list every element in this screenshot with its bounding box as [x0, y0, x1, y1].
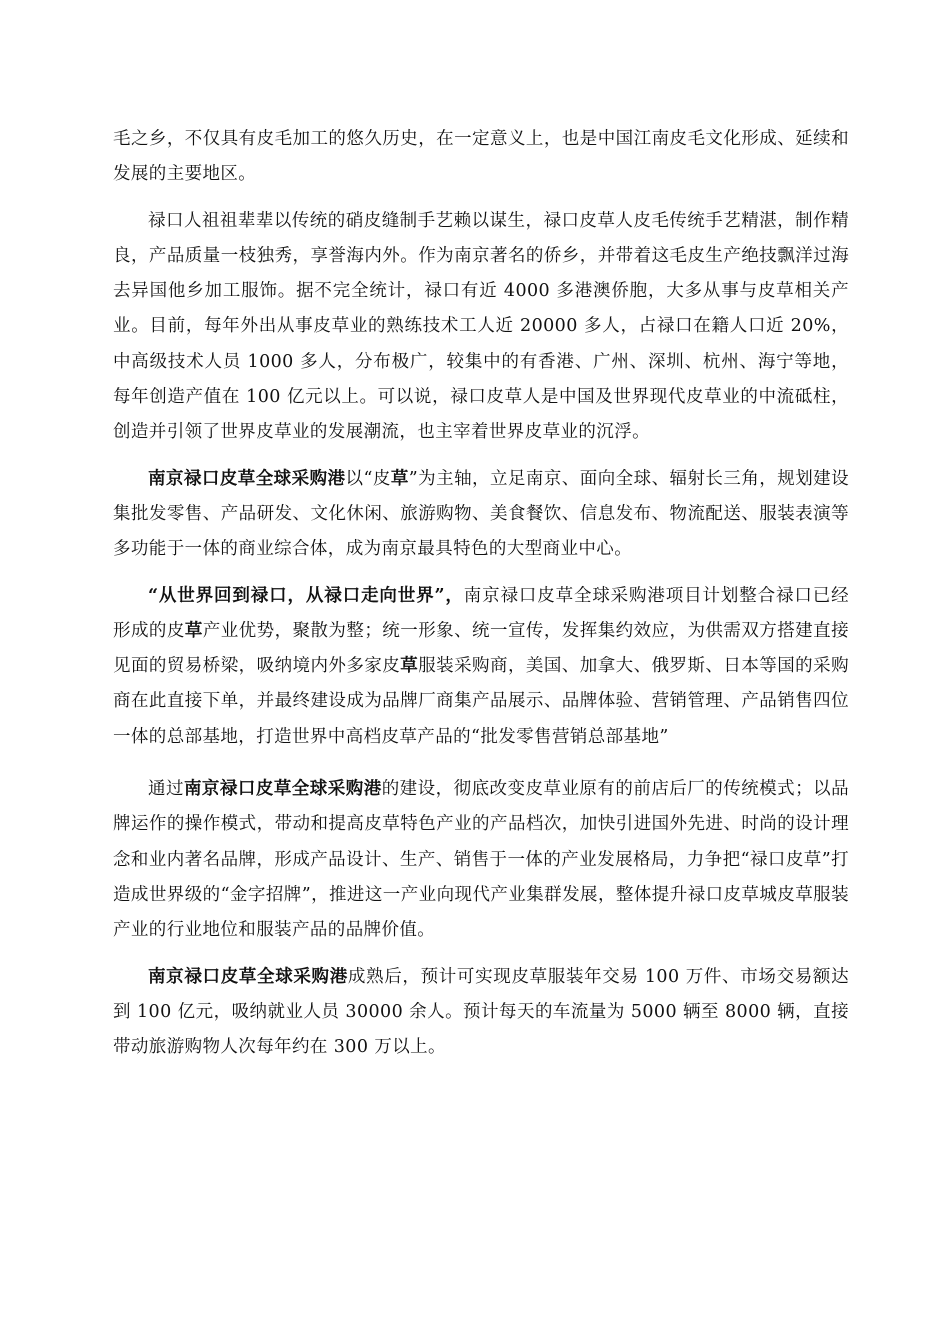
text-run: 通过: [148, 779, 184, 800]
slogan-bold: “从世界回到禄口，从禄口走向世界”，: [148, 585, 464, 606]
paragraph-industry-upgrade: [113, 772, 849, 948]
text-run: ”为主轴，立足南京、面向全球、辐射长三角，规划建设集批发零售、产品研发、文化休闲、旅游购物、美食餐饮、信息发布、物流配送、服装表演等多功能于一体的商业综合体，成为南京最具特色的大型商业中心。: [113, 468, 850, 560]
paragraph-purchasing-port-plan: [113, 462, 849, 568]
project-name-bold: 南京禄口皮草全球采购港: [148, 468, 346, 489]
project-name-bold: 南京禄口皮草全球采购港: [183, 779, 382, 800]
text-run: 以“皮: [345, 468, 391, 489]
paragraph-intro-continuation: [113, 122, 849, 193]
bold-keyword: 草: [390, 468, 409, 489]
paragraph-slogan-integration: [113, 579, 849, 755]
text-run: 南京禄口皮草全球采购港项目计划整合禄口已经形成的皮: [113, 585, 849, 641]
bold-keyword: 草: [400, 656, 419, 677]
project-name-bold: 南京禄口皮草全球采购港: [148, 966, 348, 987]
paragraph-expected-outcomes: [113, 960, 849, 1066]
text-run: 产业优势，聚散为整；统一形象、统一宣传，发挥集约效应，为供需双方搭建直接见面的贸易桥梁，吸纳境内外多家皮: [113, 620, 849, 677]
text-run: 的建设，彻底改变皮草业原有的前店后厂的传统模式；以品牌运作的操作模式，带动和提高皮草特色产业的产品档次，加快引进国外先进、时尚的设计理念和业内著名品牌，形成产品设计、生产、销售于一体的产业发展格局，力争把“禄口皮草”打造成世界级的“金字招牌”，推进这一产业向现代产业集群发展，整体提升禄口皮草城皮草服装产业的行业地位和服装产品的品牌价值。: [113, 779, 849, 941]
text-run: 禄口人祖祖辈辈以传统的硝皮缝制手艺赖以谋生，禄口皮草人皮毛传统手艺精湛，制作精良，产品质量一枝独秀，享誉海内外。作为南京著名的侨乡，并带着这毛皮生产绝技飘洋过海去异国他乡加工服饰。据不完全统计，禄口有近 4000 多港澳侨胞，大多从事与皮草相关产业。目前，每年外出从事皮草业的熟练技术工人近 20000 多人，占禄口在籍人口近 20%，中高级技术人员 1000 多人，分布极广，较集中的有香港、广州、深圳、杭州、海宁等地，每年创造产值在 100 亿元以上。可以说，禄口皮草人是中国及世界现代皮草业的中流砥柱，创造并引领了世界皮草业的发展潮流，也主宰着世界皮草业的沉浮。: [113, 210, 849, 443]
bold-keyword: 草: [184, 620, 203, 641]
text-run: 毛之乡，不仅具有皮毛加工的悠久历史，在一定意义上，也是中国江南皮毛文化形成、延续和发展的主要地区。: [113, 129, 849, 185]
text-run: 服装采购商，美国、加拿大、俄罗斯、日本等国的采购商在此直接下单，并最终建设成为品牌厂商集产品展示、品牌体验、营销管理、产品销售四位一体的总部基地，打造世界中高档皮草产品的“批发零售营销总部基地”: [113, 656, 849, 747]
paragraph-lukou-craft-history: [113, 204, 849, 451]
document-page: [113, 122, 849, 1065]
text-run: 成熟后，预计可实现皮草服装年交易 100 万件、市场交易额达到 100 亿元，吸纳就业人员 30000 余人。预计每天的车流量为 5000 辆至 8000 辆，直接带动旅游购物人次每年约在 300 万以上。: [113, 966, 849, 1058]
